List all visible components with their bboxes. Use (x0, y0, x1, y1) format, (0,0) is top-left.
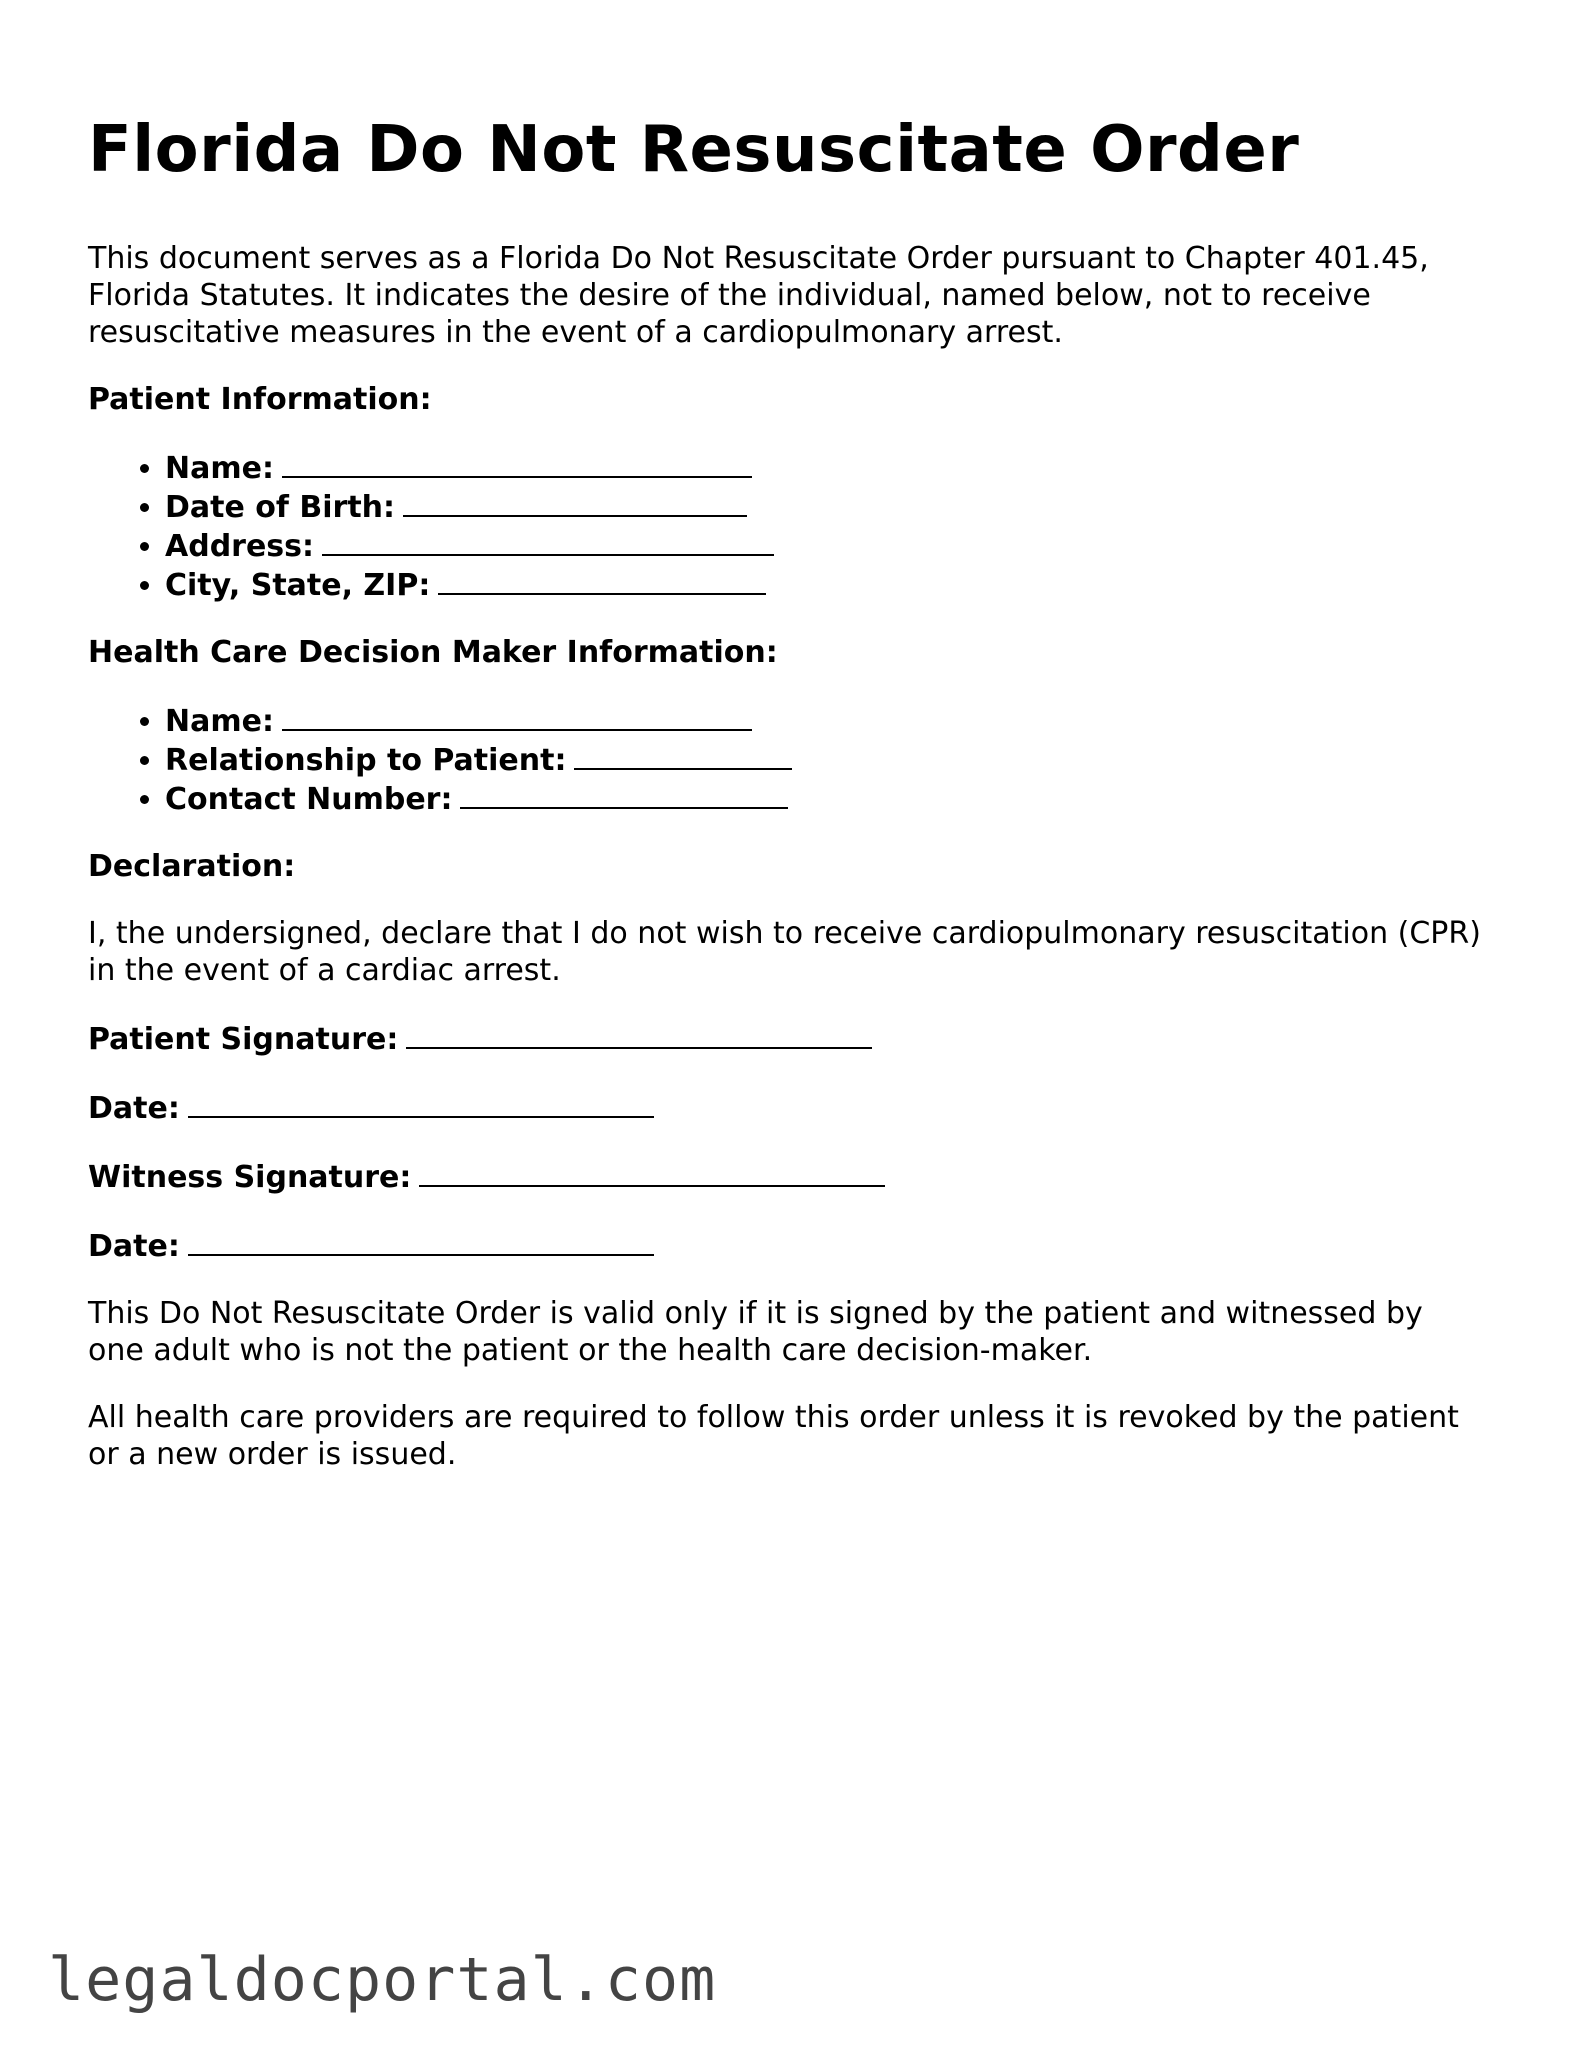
witness-signature-line (88, 1157, 1488, 1196)
patient-info-list (88, 448, 1488, 604)
patient-dob-item (165, 487, 1488, 526)
date-line-2 (88, 1226, 1488, 1265)
field-label: Date of Birth: (165, 490, 396, 525)
patient-signature-label: Patient Signature: (88, 1022, 399, 1057)
dm-relationship-field[interactable] (574, 740, 792, 770)
field-label: Name: (165, 704, 274, 739)
dm-relationship-item (165, 740, 1488, 779)
patient-signature-field[interactable] (406, 1019, 872, 1049)
patient-city-field[interactable] (438, 565, 766, 595)
patient-name-field[interactable] (282, 448, 752, 478)
validity-paragraph: This Do Not Resuscitate Order is valid only if it is signed by the patient and witnessed by one adult who is not the patient or the health care decision-maker. (88, 1296, 1423, 1368)
patient-name-item (165, 448, 1488, 487)
witness-signature-field[interactable] (419, 1157, 885, 1187)
field-label: Relationship to Patient: (165, 743, 567, 778)
date-line-1 (88, 1088, 1488, 1127)
patient-address-item (165, 526, 1488, 565)
dm-name-field[interactable] (282, 701, 752, 731)
intro-paragraph: This document serves as a Florida Do Not Resuscitate Order pursuant to Chapter 401.45, Florida Statutes. It indicates the desire of the individual, named below, not to receive resuscitative measures in the event of a cardiopulmonary arrest. (88, 241, 1429, 350)
patient-signature-line (88, 1019, 1488, 1058)
dm-name-item (165, 701, 1488, 740)
declaration-heading: Declaration: (88, 849, 296, 884)
field-label: City, State, ZIP: (165, 568, 431, 603)
patient-info-heading: Patient Information: (88, 382, 432, 417)
date-label: Date: (88, 1229, 180, 1264)
witness-signature-label: Witness Signature: (88, 1160, 412, 1195)
patient-city-item (165, 565, 1488, 604)
providers-paragraph: All health care providers are required to follow this order unless it is revoked by the patient or a new order is issued. (88, 1400, 1459, 1472)
field-label: Address: (165, 529, 315, 564)
dm-contact-field[interactable] (460, 779, 788, 809)
watermark: legaldocportal.com (48, 1945, 717, 2015)
date-field-2[interactable] (188, 1226, 654, 1256)
date-label: Date: (88, 1091, 180, 1126)
page-title: Florida Do Not Resuscitate Order (88, 113, 1300, 187)
declaration-text: I, the undersigned, declare that I do not wish to receive cardiopulmonary resuscitation (CPR) in the event of a cardiac arrest. (88, 916, 1481, 988)
patient-address-field[interactable] (322, 526, 774, 556)
document-page (88, 112, 1488, 1473)
patient-dob-field[interactable] (403, 487, 747, 517)
dm-contact-item (165, 779, 1488, 818)
field-label: Name: (165, 451, 274, 486)
decision-maker-list (88, 701, 1488, 818)
decision-maker-heading: Health Care Decision Maker Information: (88, 635, 778, 670)
date-field-1[interactable] (188, 1088, 654, 1118)
field-label: Contact Number: (165, 782, 453, 817)
